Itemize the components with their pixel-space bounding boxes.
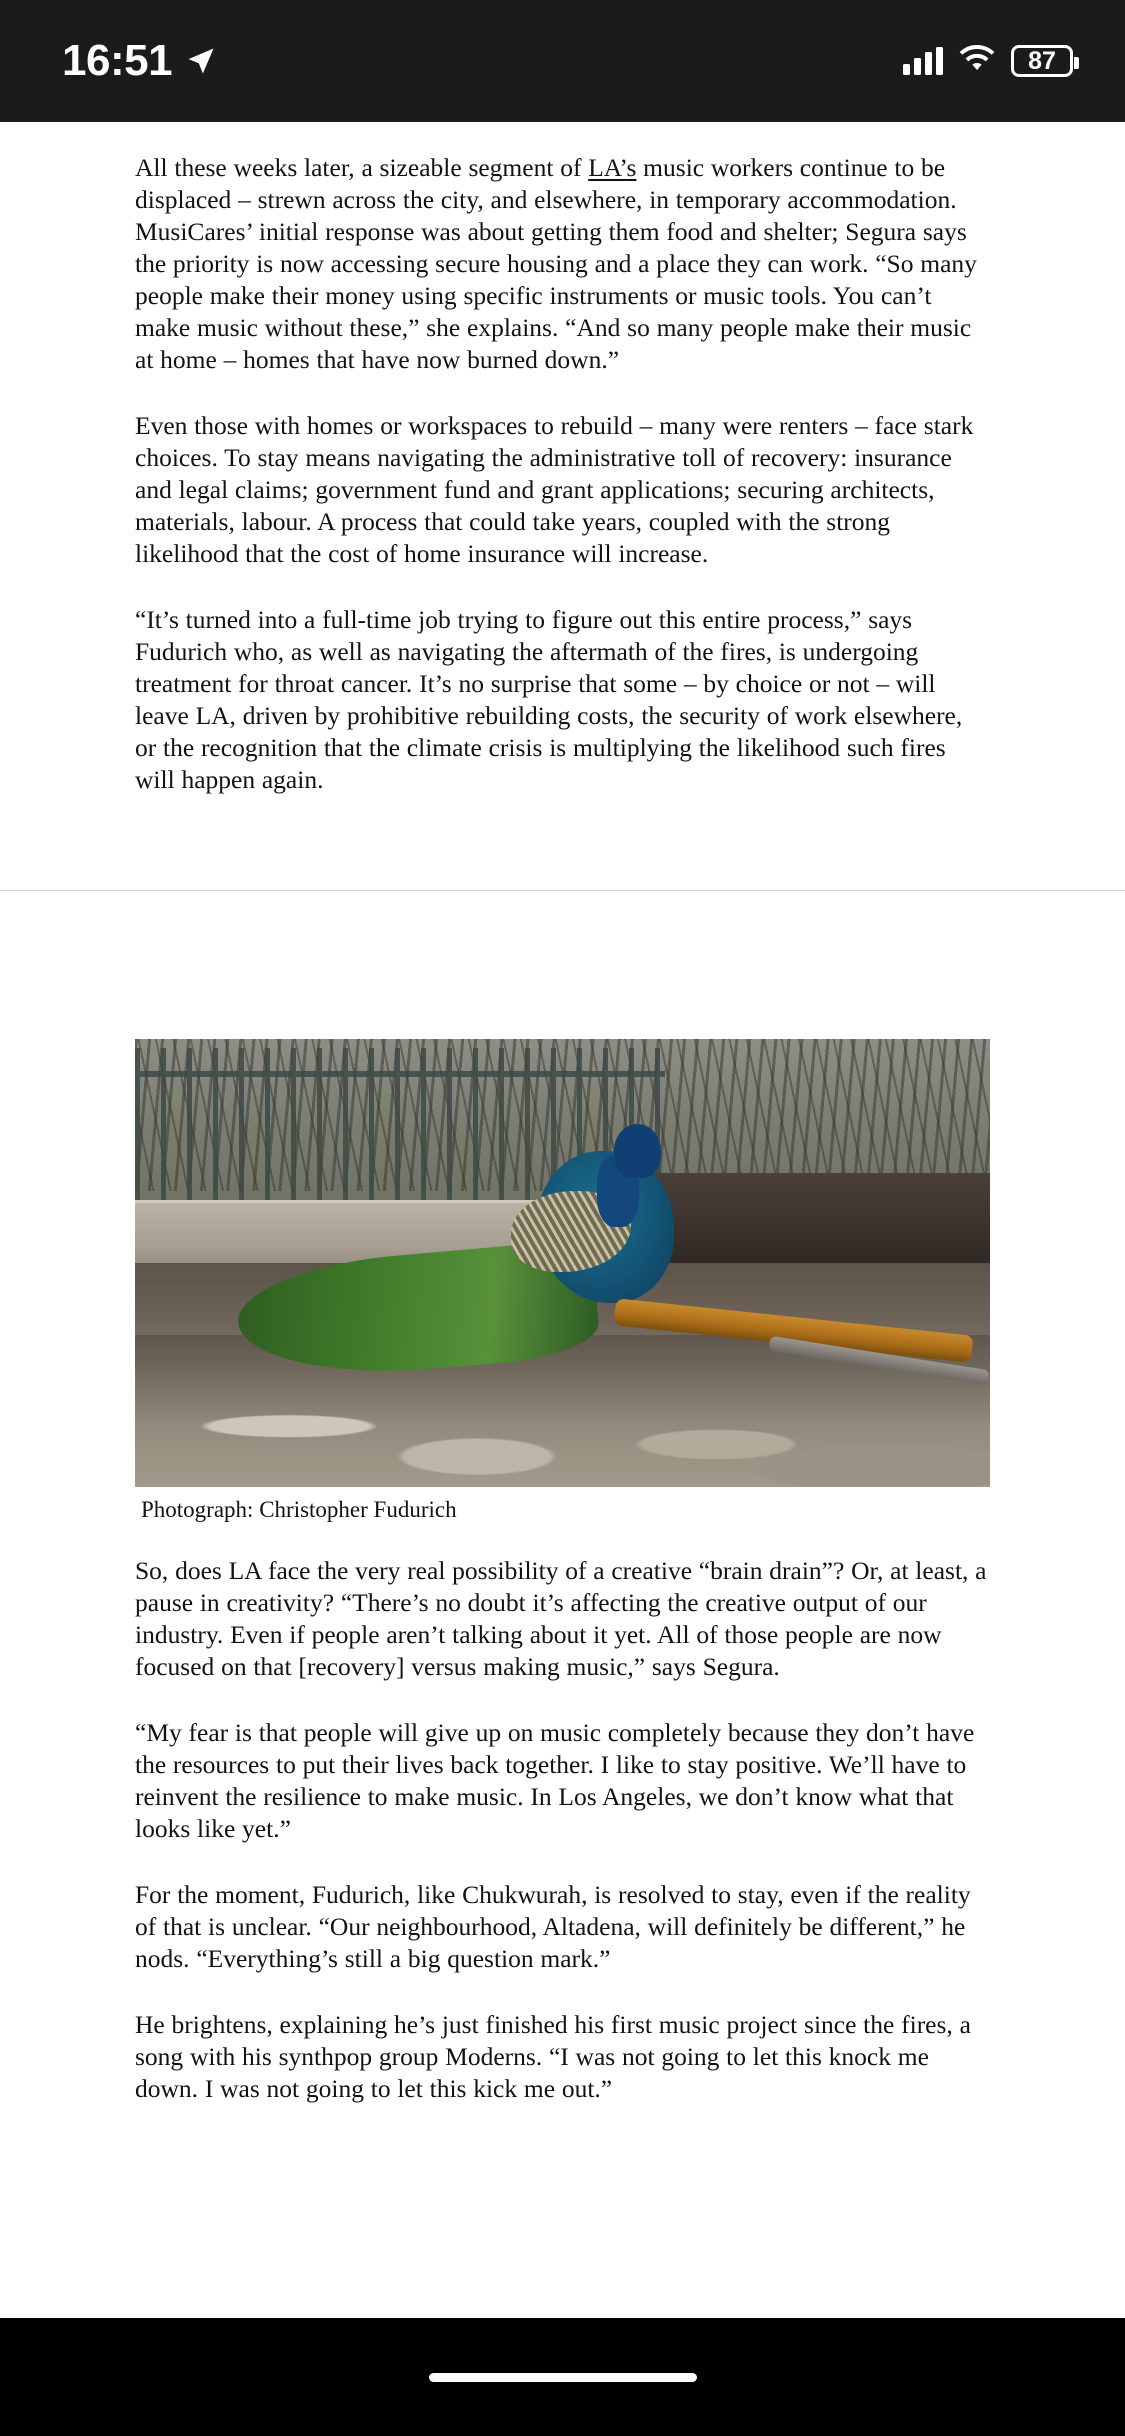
article-scroll-area[interactable] [0,122,1125,2318]
home-bar [0,2318,1125,2436]
article-body-continued [0,1555,1125,2105]
battery-level: 87 [1028,46,1056,75]
status-bar-left [62,36,216,86]
article-figure [0,1039,1125,1525]
battery-icon [1011,45,1073,77]
paragraph: For the moment, Fudurich, like Chukwurah, is resolved to stay, even if the reality of that is unclear. “Our neighbourhood, Altadena, will definitely be different,” he nods. “Everything’s still a big question mark.” [135,1880,971,1973]
paragraph: Even those with homes or workspaces to rebuild – many were renters – face stark choices. To stay means navigating the administrative toll of recovery: insurance and legal claims; government fund and grant applications; securing architects, materials, labour. A process that could take years, coupled with the strong likelihood that the cost of home insurance will increase. [135,411,974,568]
clock: 16:51 [62,36,173,85]
paragraph-lead: All these weeks later, a sizeable segment of [135,153,589,182]
paragraph: So, does LA face the very real possibility of a creative “brain drain”? Or, at least, a pause in creativity? “There’s no doubt it’s affecting the creative output of our industry. Even if people aren’t talking about it yet. All of those people are now focused on that [recovery] versus making music,” says Segura. [135,1556,987,1681]
cellular-signal-icon [903,47,943,75]
section-divider [0,890,1125,891]
wifi-icon [959,45,995,78]
figure-caption: Photograph: Christopher Fudurich [141,1497,457,1522]
la-link[interactable]: LA’s [588,153,637,182]
paragraph: “My fear is that people will give up on music completely because they don’t have the resources to put their lives back together. I like to stay positive. We’ll have to reinvent the resilience to make music. In Los Angeles, we don’t know what that looks like yet.” [135,1718,975,1843]
location-arrow-icon [186,46,216,76]
home-indicator[interactable] [429,2373,697,2382]
paragraph: “It’s turned into a full-time job trying to figure out this entire process,” says Fudurich who, as well as navigating the aftermath of the fires, is undergoing treatment for throat cancer. It’s no surprise that some – by choice or not – will leave LA, driven by prohibitive rebuilding costs, the security of work elsewhere, or the recognition that the climate crisis is multiplying the likelihood such fires will happen again. [135,605,963,794]
peacock-photo [135,1039,990,1487]
paragraph-rest: music workers continue to be displaced – strewn across the city, and elsewhere, in temporary accommodation. MusiCares’ initial response was about getting them food and shelter; Segura says the priority is now accessing secure housing and a place they can work. “So many people make their money using specific instruments or music tools. You can’t make music without these,” she explains. “And so many people make their music at home – homes that have now burned down.” [135,153,977,374]
photo-peacock-head [614,1124,661,1178]
status-bar [0,0,1125,122]
status-bar-right [903,45,1073,78]
article-body [0,152,1125,796]
paragraph: He brightens, explaining he’s just finished his first music project since the fires, a song with his synthpop group Moderns. “I was not going to let this knock me down. I was not going to let this kick me out.” [135,2010,971,2103]
paragraph [135,152,990,376]
